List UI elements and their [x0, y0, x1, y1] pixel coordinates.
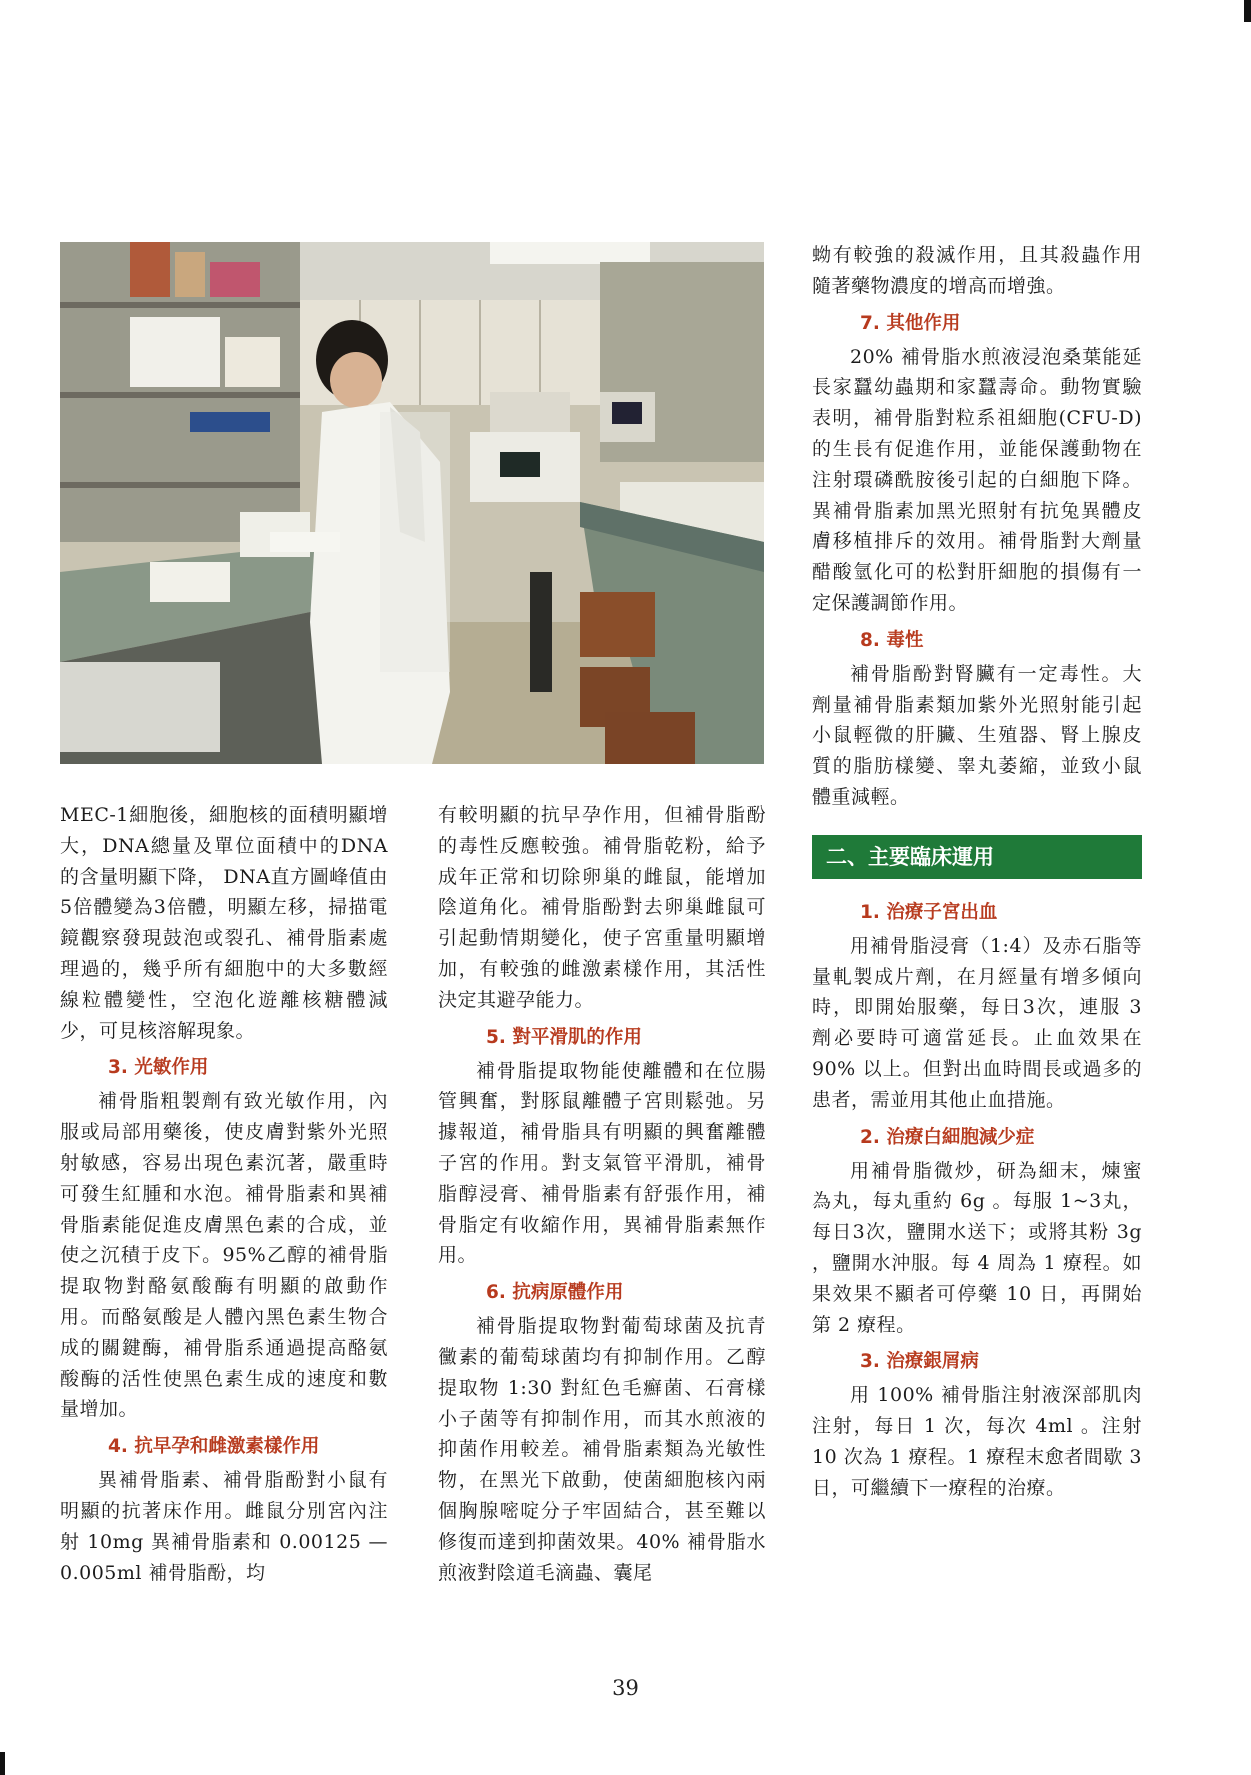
text-column-2 [438, 800, 766, 1588]
scan-edge-mark-top-right [1244, 0, 1251, 22]
paragraph-other-effects: 20% 補骨脂水煎液浸泡桑葉能延長家蠶幼蟲期和家蠶壽命。動物實驗表明，補骨脂對粒系祖細胞(CFU-D)的生長有促進作用，並能保護動物在注射環磷酰胺後引起的白細胞下降。異補骨脂素加黑光照射有抗兔異體皮膚移植排斥的效用。補骨脂對大劑量醋酸氫化可的松對肝細胞的損傷有一定保護調節作用。 [812, 345, 1142, 614]
paragraph-anti-pathogen: 補骨脂提取物對葡萄球菌及抗青黴素的葡萄球菌均有抑制作用。乙醇提取物 1:30 對紅色毛癬菌、石膏樣小子菌等有抑制作用，而其水煎液的抑菌作用較差。補骨脂素類為光敏性物，在黑光下啟動，使菌細胞核內兩個胸腺嘧啶分子牢固結合，甚至難以修復而達到抑菌效果。40% 補骨脂水煎液對陰道毛滴蟲、囊尾 [438, 1315, 766, 1584]
paragraph-mec1-cells: MEC-1細胞後，細胞核的面積明顯增大，DNA總量及單位面積中的DNA的含量明顯下降， DNA直方圖峰值由5倍體變為3倍體，明顯左移，掃描電鏡觀察發現鼓泡或裂孔、補骨脂素處理過的，幾乎所有細胞中的大多數經線粒體變性，空泡化遊離核糖體減少，可見核溶解現象。 [60, 804, 388, 1042]
scan-edge-mark-bottom-left [0, 1752, 5, 1775]
paragraph-toxicity: 補骨脂酚對腎臟有一定毒性。大劑量補骨脂素類加紫外光照射能引起小鼠輕微的肝臟、生殖器、腎上腺皮質的脂肪樣變、睾丸萎縮，並致小鼠體重減輕。 [812, 662, 1142, 808]
heading-photosensitizing: 3. 光敏作用 [108, 1057, 209, 1079]
heading-toxicity: 8. 毒性 [860, 629, 924, 651]
laboratory-photo [60, 242, 764, 764]
page-number: 39 [612, 1676, 639, 1700]
paragraph-anti-pathogen-cont: 蚴有較強的殺滅作用，且其殺蟲作用隨著藥物濃度的增高而增強。 [812, 244, 1142, 297]
heading-leukopenia: 2. 治療白細胞減少症 [860, 1126, 1035, 1148]
paragraph-anti-pregnancy-cont: 有較明顯的抗早孕作用，但補骨脂酚的毒性反應較強。補骨脂乾粉，給予成年正常和切除卵巢的雌鼠，能增加陰道角化。補骨脂酚對去卵巢雌鼠可引起動情期變化，使子宮重量明顯增加，有較強的雌激素樣作用，其活性決定其避孕能力。 [438, 804, 766, 1011]
heading-psoriasis: 3. 治療銀屑病 [860, 1351, 979, 1373]
paragraph-photosensitizing: 補骨脂粗製劑有致光敏作用，內服或局部用藥後，使皮膚對紫外光照射敏感，容易出現色素沉著，嚴重時可發生紅腫和水泡。補骨脂素和異補骨脂素能促進皮膚黑色素的合成，並使之沉積于皮下。95%乙醇的補骨脂提取物對酪氨酸酶有明顯的啟動作用。而酪氨酸是人體內黑色素生物合成的關鍵酶，補骨脂系通過提高酪氨酸酶的活性使黑色素生成的速度和數量增加。 [60, 1090, 388, 1421]
paragraph-uterine-bleeding: 用補骨脂浸膏（1:4）及赤石脂等量軋製成片劑，在月經量有增多傾向時，即開始服藥，每日3次，連服 3 劑必要時可適當延長。止血效果在 90% 以上。但對出血時間長或過多的患者，需並用其他止血措施。 [812, 934, 1142, 1111]
paragraph-leukopenia: 用補骨脂微炒，研為細末，煉蜜為丸，每丸重約 6g 。每服 1~3丸，每日3次，鹽開水送下；或將其粉 3g ，鹽開水沖服。每 4 周為 1 療程。如果效果不顯者可停藥 10 日，再開始第 2 療程。 [812, 1159, 1142, 1336]
text-column-1 [60, 800, 388, 1588]
paragraph-psoriasis: 用 100% 補骨脂注射液深部肌肉注射，每日 1 次，每次 4ml 。注射 10 次為 1 療程。1 療程末愈者間歇 3 日，可繼續下一療程的治療。 [812, 1384, 1142, 1499]
heading-uterine-bleeding: 1. 治療子宮出血 [860, 901, 998, 923]
section-banner-clinical-use: 二、主要臨床運用 [812, 835, 1142, 879]
paragraph-anti-pregnancy: 異補骨脂素、補骨脂酚對小鼠有明顯的抗著床作用。雌鼠分別宮內注射 10mg 異補骨脂素和 0.00125 — 0.005ml 補骨脂酚，均 [60, 1469, 388, 1584]
heading-other-effects: 7. 其他作用 [860, 312, 961, 334]
heading-anti-pregnancy: 4. 抗早孕和雌激素樣作用 [108, 1436, 320, 1458]
heading-smooth-muscle: 5. 對平滑肌的作用 [486, 1026, 642, 1048]
text-column-3 [812, 240, 1142, 1504]
paragraph-smooth-muscle: 補骨脂提取物能使離體和在位腸管興奮，對豚鼠離體子宮則鬆弛。另據報道，補骨脂具有明顯的興奮離體子宮的作用。對支氣管平滑肌，補骨脂醇浸膏、補骨脂素有舒張作用，補骨脂定有收縮作用，異補骨脂素無作用。 [438, 1059, 766, 1267]
heading-anti-pathogen: 6. 抗病原體作用 [486, 1282, 624, 1304]
